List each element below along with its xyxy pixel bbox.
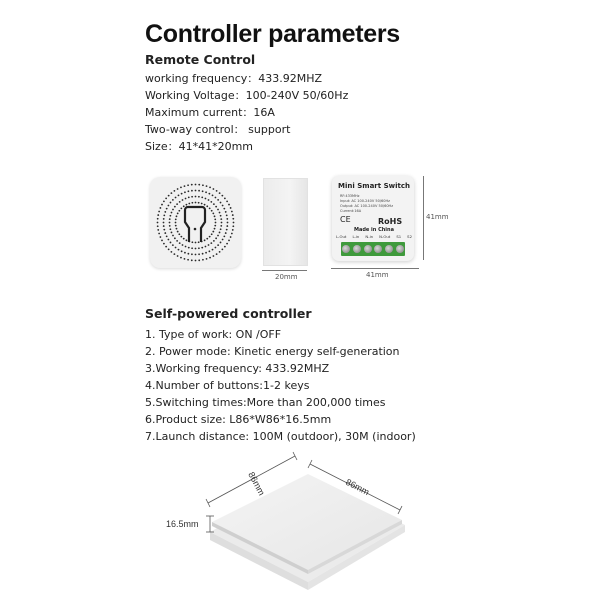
spec-item: 7.Launch distance: 100M (outdoor), 30M (indoor)	[145, 430, 416, 443]
spec-item: 6.Product size: L86*W86*16.5mm	[145, 413, 332, 426]
page-title: Controller parameters	[145, 20, 400, 48]
width-dim-line	[331, 268, 419, 269]
width-dim-label: 41mm	[366, 271, 389, 279]
screw-icon	[342, 245, 350, 253]
label-word-smart: Smart	[357, 182, 382, 190]
terminal-label: N-Out	[379, 234, 391, 239]
label-line: Output: AC 100-240V 50/60Hz	[340, 204, 394, 208]
spec-frequency: working frequency：433.92MHZ	[145, 72, 323, 85]
terminal-block	[341, 242, 405, 256]
spec-item: 1. Type of work: ON /OFF	[145, 328, 282, 341]
side-dim-line	[262, 270, 307, 271]
spec-voltage: Working Voltage：100-240V 50/60Hz	[145, 89, 349, 102]
remote-specs-list	[145, 70, 348, 155]
label-word-mini: Mini	[338, 182, 355, 190]
label-line: RF:433MHz	[340, 194, 360, 198]
pad-dim-left: 86mm	[246, 470, 267, 498]
speaker-dots-icon	[150, 177, 241, 268]
ce-mark-icon: CE	[340, 215, 351, 224]
remote-control-heading: Remote Control	[145, 52, 256, 67]
side-dim-label: 20mm	[275, 273, 298, 281]
pad-dim-thickness: 16.5mm	[166, 519, 199, 529]
screw-icon	[364, 245, 372, 253]
device-label-title	[338, 182, 410, 190]
screw-icon	[353, 245, 361, 253]
label-line: Current:16A	[340, 209, 362, 213]
height-dim-label: 41mm	[426, 213, 449, 221]
screw-icon	[374, 245, 382, 253]
device-back-image	[332, 176, 414, 261]
self-powered-specs-list	[145, 326, 416, 445]
spec-size: Size：41*41*20mm	[145, 140, 254, 153]
terminal-label: N-in	[365, 234, 374, 239]
spec-item: 3.Working frequency: 433.92MHZ	[145, 362, 330, 375]
spec-item: 4.Number of buttons:1-2 keys	[145, 379, 310, 392]
terminal-labels	[336, 234, 412, 239]
label-line: Input: AC 100-240V 50/60Hz	[340, 199, 390, 203]
spec-item: 5.Switching times:More than 200,000 times	[145, 396, 386, 409]
screw-icon	[396, 245, 404, 253]
spec-two-way: Two-way control： support	[145, 123, 291, 136]
spec-item: 2. Power mode: Kinetic energy self-generation	[145, 345, 400, 358]
self-powered-heading: Self-powered controller	[145, 306, 312, 321]
terminal-label: L-Out	[336, 234, 347, 239]
device-front-image	[150, 177, 241, 268]
terminal-label: L-in	[352, 234, 360, 239]
terminal-label: S1	[396, 234, 402, 239]
device-side-image	[263, 178, 308, 266]
wireless-switch-pad-image	[160, 450, 450, 595]
spec-current: Maximum current：16A	[145, 106, 275, 119]
device-logo-icon	[185, 207, 205, 242]
terminal-label: S2	[407, 234, 412, 239]
height-dim-line	[423, 176, 424, 260]
screw-icon	[385, 245, 393, 253]
pad-dim-right: 86mm	[344, 476, 371, 498]
rohs-mark: RoHS	[378, 217, 403, 226]
made-in-china: Made in China	[354, 227, 394, 233]
label-word-switch: Switch	[383, 182, 410, 190]
